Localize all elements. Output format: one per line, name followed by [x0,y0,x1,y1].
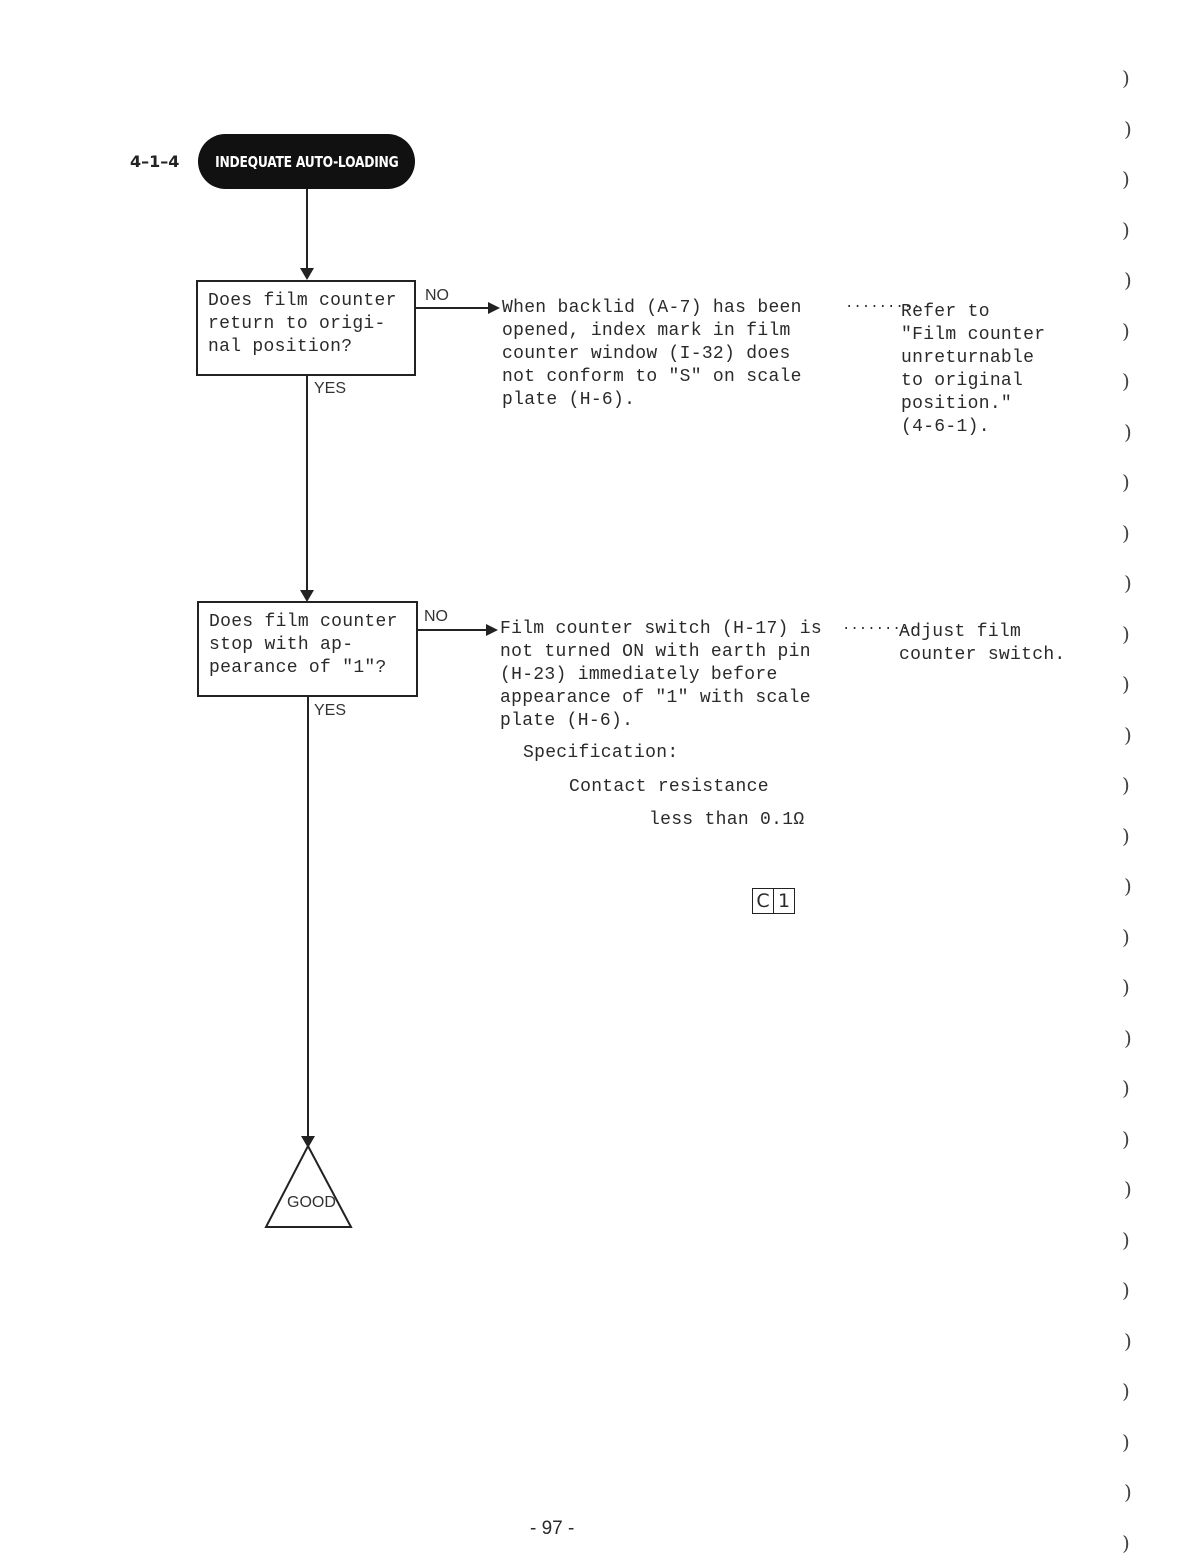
binder-hole-mark: ) [1124,1480,1132,1504]
binder-hole-mark: ) [1124,722,1132,747]
no-arrowhead-q1 [488,302,500,314]
binder-hole-mark: ) [1122,369,1130,393]
binder-hole-mark: ) [1122,621,1130,646]
section-title: INDEQUATE AUTO-LOADING [214,152,399,171]
reference-code-digit: 1 [777,890,791,912]
good-terminal-triangle [262,1143,356,1231]
binder-hole-mark: ) [1122,1278,1130,1302]
reference-code-letter: C [753,889,774,913]
connector-title-to-q1 [306,189,308,271]
binder-hole-mark: ) [1122,318,1130,343]
decision-1-leader: ········· [845,299,921,315]
binder-hole-mark: ) [1122,1429,1130,1454]
section-title-pill [198,134,415,189]
binder-hole-mark: ) [1122,1076,1130,1100]
no-line-q1 [414,307,490,309]
decision-1-question: Does film counter return to origi- nal position? [208,291,397,357]
binder-hole-mark: ) [1122,1227,1130,1252]
no-arrowhead-q2 [486,624,498,636]
decision-box-1 [196,280,416,376]
decision-2-no-label: NO [424,608,448,625]
binder-hole-mark: ) [1122,823,1130,848]
binder-hole-mark: ) [1124,268,1132,292]
binder-hole-mark: ) [1124,419,1132,444]
decision-1-yes-label: YES [314,380,347,397]
section-number: 4–1–4 [130,152,180,171]
binder-hole-mark: ) [1122,217,1130,242]
decision-2-cause: Film counter switch (H-17) is not turned ON with earth pin (H-23) immediately before appearance of "1" with scale plate (H-6). [500,619,822,731]
binder-hole-mark: ) [1124,116,1132,141]
specification-value: less than 0.1Ω [649,810,805,830]
binder-hole-mark: ) [1122,1530,1130,1555]
binder-hole-mark: ) [1122,1126,1130,1151]
binder-hole-mark: ) [1124,1177,1132,1201]
binder-hole-mark: ) [1122,975,1130,999]
binder-hole-mark: ) [1122,672,1130,696]
no-line-q2 [416,629,488,631]
decision-1-no-label: NO [425,287,449,304]
decision-2-leader: ········· [842,621,918,637]
binder-hole-mark: ) [1122,773,1130,797]
binder-hole-mark: ) [1124,1328,1132,1353]
good-terminal-label: GOOD [287,1194,336,1211]
binder-hole-mark: ) [1122,470,1130,494]
binder-hole-mark: ) [1124,874,1132,898]
connector-q2-to-good [307,695,309,1139]
reference-code-box [752,888,795,914]
binder-hole-mark: ) [1122,924,1130,949]
decision-2-question: Does film counter stop with ap- pearance of "1"? [209,612,398,678]
specification-label: Specification: [523,743,679,763]
page-number: - 97 - [530,1518,575,1539]
decision-box-2 [197,601,418,697]
binder-hole-mark: ) [1122,66,1130,90]
arrowhead-q1 [300,268,314,280]
decision-2-yes-label: YES [314,702,347,719]
binder-hole-mark: ) [1124,1025,1132,1050]
decision-1-cause: When backlid (A-7) has been opened, index mark in film counter window (I-32) does not conform to "S" on scale plate (H-6). [502,298,802,410]
connector-q1-to-q2 [306,374,308,592]
decision-2-remedy: Adjust film counter switch. [899,622,1066,665]
specification-item: Contact resistance [569,777,769,797]
binder-hole-mark: ) [1122,1379,1130,1403]
binder-hole-mark: ) [1122,167,1130,191]
decision-1-remedy: Refer to "Film counter unreturnable to original position." (4-6-1). [901,302,1046,437]
binder-hole-mark: ) [1122,520,1130,545]
binder-hole-mark: ) [1124,571,1132,595]
